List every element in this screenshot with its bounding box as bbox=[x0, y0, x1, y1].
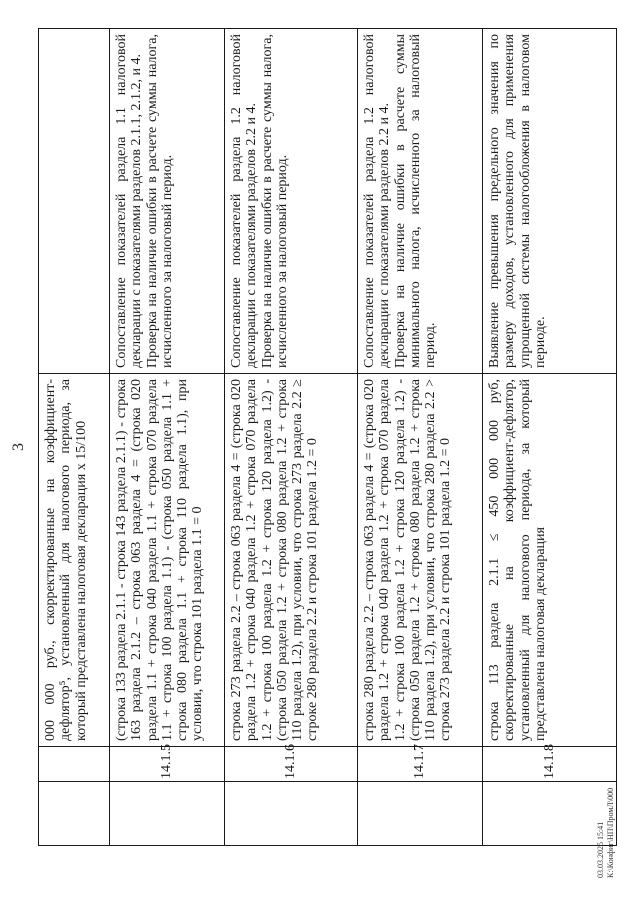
ratio-number: 14.1.7 bbox=[358, 747, 483, 782]
ratio-condition: строка 113 раздела 2.1.1 ≤ 450 000 000 руб, скорректированные на коэффициент-дефлятор, установленный для налогового периода, за который представлена налоговая декларация bbox=[483, 374, 617, 747]
empty-cell bbox=[39, 782, 110, 846]
empty-cell bbox=[110, 782, 225, 846]
ratio-condition: 000 000 руб., скорректированные на коэффициент-дефлятор⁵, установленный для налогового периода, за который представлена налоговая декларация х 15/100 bbox=[39, 374, 110, 747]
control-ratios-table bbox=[38, 28, 617, 846]
ratio-condition: (строка 133 раздела 2.1.1 - строка 143 раздела 2.1.1) - строка 163 раздела 2.1.2 – строка 063 раздела 4 = (строка 020 раздела 1.1 + строка 040 раздела 1.1 + строка 070 раздела 1.1 + строка 100 раздела 1.1) - (строка 050 раздела 1.1 + строка 080 раздела 1.1 + строка 110 раздела 1.1), при условии, что строка 101 раздела 1.1 = 0 bbox=[110, 374, 225, 747]
ratio-condition: строка 273 раздела 2.2 – строка 063 раздела 4 = (строка 020 раздела 1.2 + строка 040 раздела 1.2 + строка 070 раздела 1.2 + строка 100 раздела 1.2 + строка 120 раздела 1.2) - (строка 050 раздела 1.2 + строка 080 раздела 1.2 + строка 110 раздела 1.2), при условии, что строка 273 раздела 2.2 ≥ строке 280 раздела 2.2 и строка 101 раздела 1.2 = 0 bbox=[225, 374, 358, 747]
footer-date: 03.03.2025 15:41 bbox=[596, 821, 605, 878]
empty-cell bbox=[358, 782, 483, 846]
ratio-number: 14.1.6 bbox=[225, 747, 358, 782]
table-row bbox=[110, 29, 225, 846]
description-paragraph: Проверка на наличие ошибки в расчете суммы налога, исчисленного за налоговый период. bbox=[144, 34, 175, 368]
ratio-number: 14.1.5 bbox=[110, 747, 225, 782]
ratio-description bbox=[110, 29, 225, 374]
ratio-description bbox=[483, 29, 617, 374]
table-row bbox=[225, 29, 358, 846]
description-paragraph: Сопоставление показателей раздела 1.1 налоговой декларации с показателями разделов 2.1.1, 2.1.2, и 4. bbox=[114, 34, 145, 368]
ratio-number: 14.1.8 bbox=[483, 747, 617, 782]
footer-path: К:\Конфиг\НП\ПромЛ\000 bbox=[606, 787, 615, 878]
table-row bbox=[358, 29, 483, 846]
table-row bbox=[39, 29, 110, 846]
table-row bbox=[483, 29, 617, 846]
empty-cell bbox=[225, 782, 358, 846]
description-paragraph: Сопоставление показателей раздела 1.2 налоговой декларации с показателями разделов 2.2 и 4. bbox=[362, 34, 393, 368]
ratio-description bbox=[225, 29, 358, 374]
page-number: 3 bbox=[10, 443, 27, 451]
description-paragraph: Проверка на наличие ошибки в расчете суммы минимального налога, исчисленного за налоговый период. bbox=[392, 34, 439, 368]
description-paragraph: Сопоставление показателей раздела 1.2 налоговой декларации с показателями разделов 2.2 и 4. bbox=[229, 34, 260, 368]
ratio-description bbox=[39, 29, 110, 374]
ratio-number bbox=[39, 747, 110, 782]
description-paragraph: Выявление превышения предельного значения по размеру доходов, установленного для применения упрощенной системы налогообложения в налоговом периоде. bbox=[487, 34, 548, 368]
description-paragraph: Проверка на наличие ошибки в расчете суммы налога, исчисленного за налоговый период. bbox=[259, 34, 290, 368]
ratio-condition: строка 280 раздела 2.2 – строка 063 раздела 4 = (строка 020 раздела 1.2 + строка 040 раздела 1.2 + строка 070 раздела 1.2 + строка 100 раздела 1.2 + строка 120 раздела 1.2) - (строка 050 раздела 1.2 + строка 080 раздела 1.2 + строка 110 раздела 1.2), при условии, что строка 280 раздела 2.2 > строка 273 раздела 2.2 и строка 101 раздела 1.2 = 0 bbox=[358, 374, 483, 747]
footer-stamp bbox=[596, 788, 616, 878]
ratio-description bbox=[358, 29, 483, 374]
